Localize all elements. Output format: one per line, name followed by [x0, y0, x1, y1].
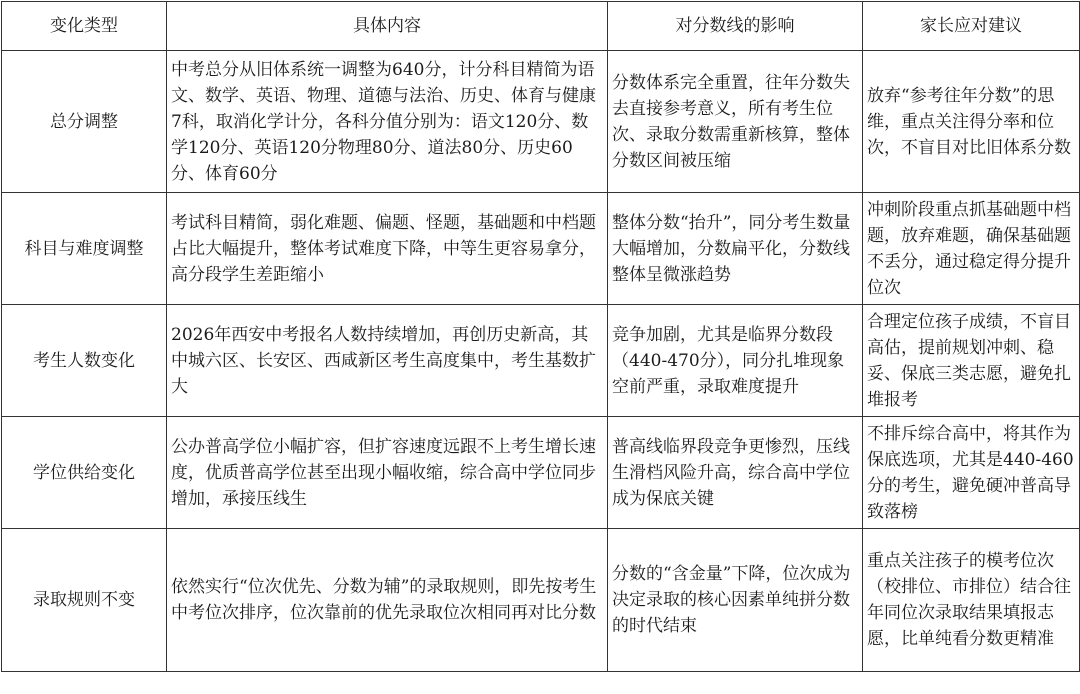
row-content: 依然实行“位次优先、分数为辅”的录取规则，即先按考生中考位次排序，位次靠前的优先录取位次相同再对比分数: [167, 529, 608, 672]
row-content: 2026年西安中考报名人数持续增加，再创历史新高，其中城六区、长安区、西咸新区考生高度集中，考生基数扩大: [167, 305, 608, 417]
header-impact: 对分数线的影响: [608, 2, 863, 51]
table-row: [2, 193, 1080, 305]
table-row: [2, 51, 1080, 193]
policy-change-table: [1, 1, 1080, 672]
row-advice: 冲刺阶段重点抓基础题中档题，放弃难题，确保基础题不丢分，通过稳定得分提升位次: [863, 193, 1080, 305]
row-impact: 普高线临界段竞争更惨烈，压线生滑档风险升高，综合高中学位成为保底关键: [608, 417, 863, 529]
header-change-type: 变化类型: [2, 2, 167, 51]
row-type: 科目与难度调整: [2, 193, 167, 305]
row-advice: 放弃“参考往年分数”的思维，重点关注得分率和位次，不盲目对比旧体系分数: [863, 51, 1080, 193]
table-row: [2, 305, 1080, 417]
row-impact: 整体分数“抬升”，同分考生数量大幅增加，分数扁平化，分数线整体呈微涨趋势: [608, 193, 863, 305]
row-type: 学位供给变化: [2, 417, 167, 529]
row-impact: 分数体系完全重置，往年分数失去直接参考意义，所有考生位次、录取分数需重新核算，整体分数区间被压缩: [608, 51, 863, 193]
row-impact: 竞争加剧，尤其是临界分数段（440-470分），同分扎堆现象空前严重，录取难度提升: [608, 305, 863, 417]
table-row: [2, 417, 1080, 529]
row-advice: 不排斥综合高中，将其作为保底选项，尤其是440-460分的考生，避免硬冲普高导致落榜: [863, 417, 1080, 529]
row-advice: 重点关注孩子的模考位次（校排位、市排位）结合往年同位次录取结果填报志愿，比单纯看分数更精准: [863, 529, 1080, 672]
row-content: 中考总分从旧体系统一调整为640分，计分科目精简为语文、数学、英语、物理、道德与法治、历史、体育与健康7科，取消化学计分，各科分值分别为：语文120分、数学120分、英语120分物理80分、道法80分、历史60分、体育60分: [167, 51, 608, 193]
row-content: 考试科目精简，弱化难题、偏题、怪题，基础题和中档题占比大幅提升，整体考试难度下降，中等生更容易拿分，高分段学生差距缩小: [167, 193, 608, 305]
row-advice: 合理定位孩子成绩，不盲目高估，提前规划冲刺、稳妥、保底三类志愿，避免扎堆报考: [863, 305, 1080, 417]
table-row: [2, 529, 1080, 672]
header-advice: 家长应对建议: [863, 2, 1080, 51]
header-content: 具体内容: [167, 2, 608, 51]
row-type: 考生人数变化: [2, 305, 167, 417]
row-type: 总分调整: [2, 51, 167, 193]
table-header-row: [2, 2, 1080, 51]
row-type: 录取规则不变: [2, 529, 167, 672]
row-content: 公办普高学位小幅扩容，但扩容速度远跟不上考生增长速度，优质普高学位甚至出现小幅收缩，综合高中学位同步增加，承接压线生: [167, 417, 608, 529]
row-impact: 分数的“含金量”下降，位次成为决定录取的核心因素单纯拼分数的时代结束: [608, 529, 863, 672]
